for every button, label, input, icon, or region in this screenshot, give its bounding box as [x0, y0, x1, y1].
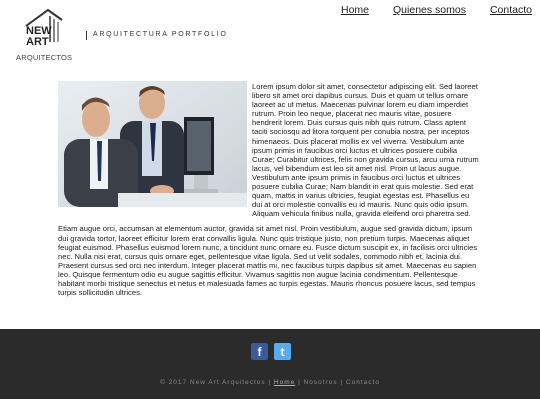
nav-quienes-somos-link[interactable]: Quienes somos	[393, 4, 466, 16]
footer-contacto-link[interactable]: Contacto	[345, 379, 380, 386]
logo-line-1: NEW	[26, 25, 52, 37]
logo-line-2: ART	[26, 36, 49, 48]
tagline-divider	[86, 31, 87, 40]
footer-separator: |	[298, 379, 301, 386]
footer-nav	[0, 379, 540, 386]
paragraph-2: Etiam augue orci, accumsan at elementum auctor, gravida sit amet nisl. Proin vestibulum, augue sed gravida dictum, ipsum dui gravida tortor, laoreet efficitur lorem erat convallis ligula. Nunc quis tristique justo, non pretium turpis. Maecenas aliquet feugiat euismod. Phasellus euismod lorem nunc, a tincidunt nunc ornare eu. Fusce dictum suscipit ex, in facilisis orci ultricies nec. Nulla nisi erat, cursus quis ornare eget, pellentesque vitae ligula. Sed ut velit sodales, commodo nibh et, lacinia dui. Praesent cursus sed orci nec interdum. Integer placerat mattis mi, nec faucibus turpis dapibus sit amet. Maecenas eu sapien leo. Quisque fermentum odio eu augue sagittis efficitur. Vivamus sagittis non augue lacinia condimentum. Pellentesque habitant morbi tristique senectus et netus et malesuada fames ac turpis egestas. Mauris rhoncus posuere lacus, sed tempus turpis sollicitudin ultrices.	[58, 224, 478, 298]
twitter-icon[interactable]: t	[274, 343, 291, 360]
nav-home-link[interactable]: Home	[341, 4, 370, 16]
paragraph-1: Lorem ipsum dolor sit amet, consectetur adipiscing elit. Sed laoreet libero sit amet orci dapibus cursus. Duis et quam ut tellus ornare laoreet ac ut metus. Maecenas pulvinar lorem eu diam imperdiet rutrum. Proin leo neque, placerat nec mauris vitae, posuere hendrerit lorem. Duis cursus quis nibh quis rutrum. Class aptent taciti sociosqu ad litora torquent per conubia nostra, per inceptos himenaeos. Duis placerat mollis ex vel viverra. Vestibulum ante ipsum primis in faucibus orci luctus et ultrices posuere cubilia Curae; Curabitur ultrices, felis non gravida cursus, arcu urna rutrum lacus, vel bibendum est leo sit amet nisl. Proin ut lacus augue. Vestibulum ante ipsum primis in faucibus orci luctus et ultrices posuere cubilia Curae; Nam blandit in erat quis molestie. Sed erat quam, mattis in varius ultricies, feugiat egestas est. Phasellus eu dui at orci molestie convallis eu id mauris. Nunc quis odio ipsum. Aliquam vehicula finibus nulla, gravida eleifend orci pharetra sed.	[252, 82, 479, 219]
main-nav	[341, 4, 532, 16]
footer-separator: |	[340, 379, 344, 386]
site-tagline: ARQUITECTURA PORTFOLIO	[93, 31, 228, 38]
site-logo[interactable]	[16, 8, 72, 62]
site-footer	[0, 329, 540, 399]
social-links	[251, 343, 291, 360]
footer-home-link[interactable]: Home	[273, 379, 296, 386]
copyright-text: © 2017 New Art Arquitectos |	[160, 379, 272, 386]
nav-contacto-link[interactable]: Contacto	[489, 4, 532, 16]
main-content	[58, 82, 479, 303]
logo-subtitle: ARQUITECTOS	[16, 53, 73, 62]
facebook-icon[interactable]: f	[251, 343, 268, 360]
footer-nosotros-link[interactable]: Nosotros	[303, 379, 338, 386]
